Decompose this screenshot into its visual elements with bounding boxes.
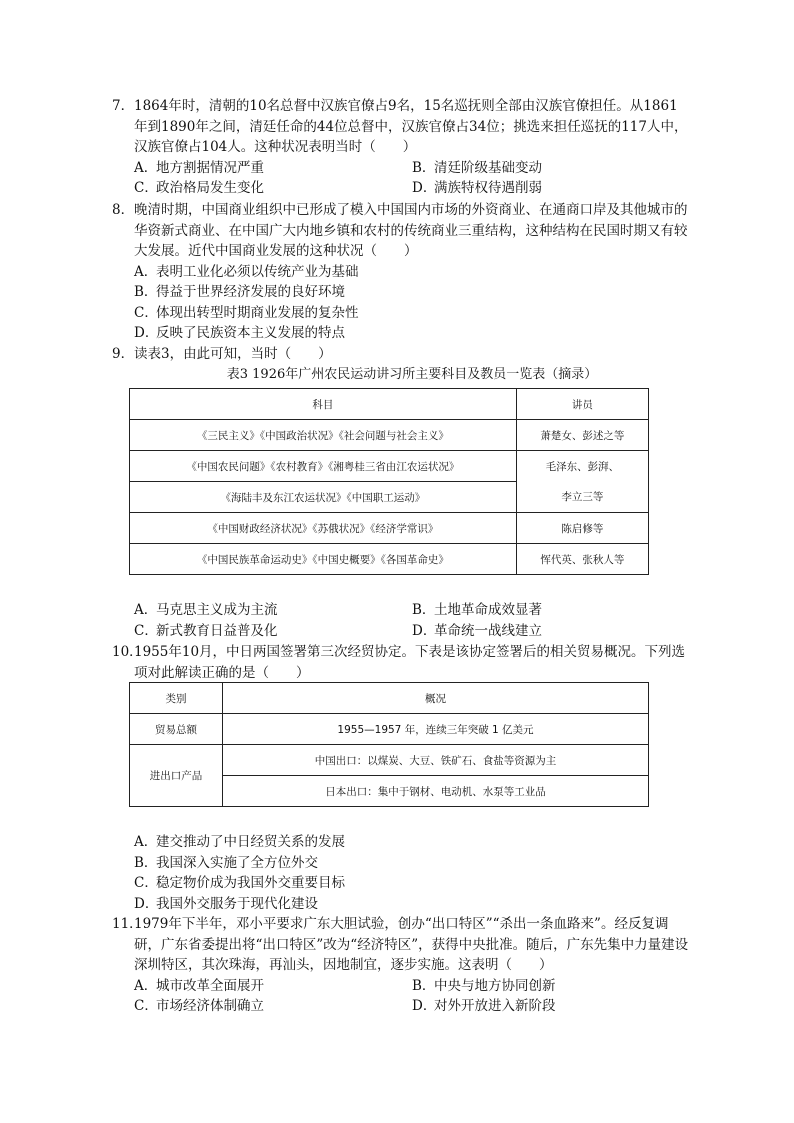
option-b[interactable]: B．得益于世界经济发展的良好环境	[134, 284, 345, 300]
table-row	[130, 544, 649, 575]
table-trade	[129, 682, 649, 807]
table-caption: 表3 1926年广州农民运动讲习所主要科目及教员一览表（摘录）	[226, 366, 598, 382]
question-number: 8．	[112, 202, 135, 218]
option-a[interactable]: A．马克思主义成为主流	[134, 602, 278, 618]
option-c[interactable]: C．新式教育日益普及化	[134, 622, 278, 639]
table-3	[129, 388, 649, 575]
question-10-options	[112, 832, 690, 914]
overview-cell: 1955—1957 年，连续三年突破 1 亿美元	[223, 714, 649, 745]
option-c[interactable]: C．市场经济体制确立	[134, 998, 264, 1014]
question-9	[112, 344, 690, 385]
teacher-cell: 萧楚女、彭述之等	[516, 420, 648, 451]
option-b[interactable]: B．清廷阶级基础变动	[412, 159, 542, 176]
teacher-cell: 恽代英、张秋人等	[516, 544, 648, 575]
option-d[interactable]: D．革命统一战线建立	[412, 622, 542, 639]
question-number: 9．	[112, 346, 135, 362]
option-b[interactable]: B．土地革命成效显著	[412, 602, 542, 618]
teacher-cell: 毛泽东、彭湃、	[516, 451, 648, 482]
subject-cell: 《海陆丰及东江农运状况》《中国职工运动》	[130, 482, 517, 513]
overview-cell: 日本出口：集中于钢材、电动机、水泵等工业品	[223, 776, 649, 807]
header-teacher: 讲员	[516, 389, 648, 420]
option-c[interactable]: C．体现出转型时期商业发展的复杂性	[134, 304, 359, 321]
table-row	[130, 513, 649, 544]
header-overview: 概况	[223, 683, 649, 714]
option-b[interactable]: B．我国深入实施了全方位外交	[134, 854, 318, 871]
question-number: 10．	[112, 644, 143, 660]
category-cell: 贸易总额	[130, 714, 223, 745]
header-subject: 科目	[130, 389, 517, 420]
question-stem: 读表3，由此可知，当时（ ）	[134, 346, 332, 362]
table-row	[130, 420, 649, 451]
overview-cell: 中国出口：以煤炭、大豆、铁矿石、食盐等资源为主	[223, 745, 649, 776]
option-a[interactable]: A．城市改革全面展开	[134, 977, 264, 994]
option-d[interactable]: D．反映了民族资本主义发展的特点	[134, 325, 345, 341]
question-9-options	[112, 600, 690, 641]
teacher-cell: 李立三等	[516, 482, 648, 513]
question-stem: 1979年下半年，邓小平要求广东大胆试验，创办“出口特区”“杀出一条血路来”。经反复调研，广东省委提出将“出口特区”改为“经济特区”，获得中央批准。随后，广东先集中力量建设深圳特区，其次珠海，再汕头，因地制宜，逐步实施。这表明（ ）	[134, 916, 689, 973]
option-d[interactable]: D．我国外交服务于现代化建设	[134, 895, 318, 912]
subject-cell: 《中国农民问题》《农村教育》《湘粤桂三省由江农运状况》	[130, 451, 517, 482]
table-row	[130, 745, 649, 776]
category-cell: 进出口产品	[130, 745, 223, 807]
question-number: 7．	[112, 98, 135, 114]
subject-cell: 《三民主义》《中国政治状况》《社会问题与社会主义》	[130, 420, 517, 451]
table-header-row	[130, 389, 649, 420]
option-c[interactable]: C．稳定物价成为我国外交重要目标	[134, 875, 345, 891]
question-number: 11．	[112, 916, 143, 932]
question-8	[112, 200, 690, 344]
question-10	[112, 642, 690, 683]
table-header-row	[130, 683, 649, 714]
teacher-cell: 陈启修等	[516, 513, 648, 544]
question-stem: 晚清时期，中国商业组织中已形成了模入中国国内市场的外资商业、在通商口岸及其他城市的华资新式商业、在中国广大内地乡镇和农村的传统商业三重结构，这种结构在民国时期又有较大发展。近代中国商业发展的这种状况（ ）	[134, 202, 688, 259]
option-c[interactable]: C．政治格局发生变化	[134, 180, 264, 196]
option-a[interactable]: A．表明工业化必须以传统产业为基础	[134, 263, 359, 280]
table-row	[130, 714, 649, 745]
option-d[interactable]: D．对外开放进入新阶段	[412, 998, 556, 1014]
option-d[interactable]: D．满族特权待遇削弱	[412, 180, 542, 196]
subject-cell: 《中国民族革命运动史》《中国史概要》《各国革命史》	[130, 544, 517, 575]
question-stem: 1955年10月，中日两国签署第三次经贸协定。下表是该协定签署后的相关贸易概况。下列选项对此解读正确的是（ ）	[134, 644, 686, 681]
question-stem: 1864年时，清朝的10名总督中汉族官僚占9名，15名巡抚则全部由汉族官僚担任。从1861年到1890年之间，清廷任命的44位总督中，汉族官僚占34位；挑选来担任巡抚的117人中，汉族官僚占104人。这种状况表明当时（ ）	[134, 98, 688, 155]
option-b[interactable]: B．中央与地方协同创新	[412, 977, 556, 994]
table-row	[130, 451, 649, 482]
question-7	[112, 96, 690, 199]
option-a[interactable]: A．建交推动了中日经贸关系的发展	[134, 834, 345, 850]
question-11	[112, 914, 690, 1017]
header-category: 类别	[130, 683, 223, 714]
option-a[interactable]: A．地方割据情况严重	[134, 159, 264, 176]
table-row	[130, 482, 649, 513]
subject-cell: 《中国财政经济状况》《苏俄状况》《经济学常识》	[130, 513, 517, 544]
